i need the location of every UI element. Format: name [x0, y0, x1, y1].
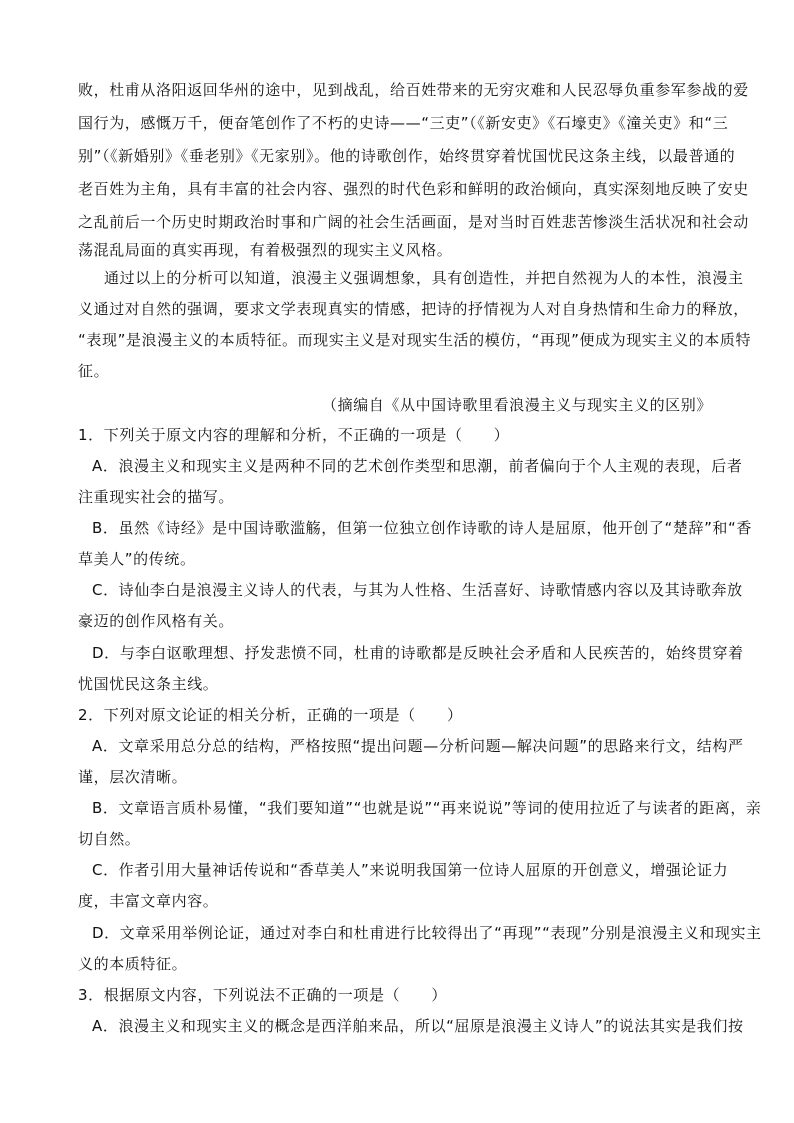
question-stem: 2．下列对原文论证的相关分析，正确的一项是（ ） [78, 706, 463, 724]
option-line: 度，丰富文章内容。 [78, 892, 219, 910]
passage-line: 征。 [78, 362, 110, 380]
option-line: B．虽然《诗经》是中国诗歌滥觞，但第一位独立创作诗歌的诗人是屈原，他开创了“楚辞”和“香 [92, 519, 753, 537]
passage-line: “表现”是浪漫主义的本质特征。而现实主义是对现实生活的模仿，“再现”便成为现实主义的本质特 [78, 331, 752, 349]
option-line: A．浪漫主义和现实主义是两种不同的艺术创作类型和思潮，前者偏向于个人主观的表现，后者 [92, 457, 743, 475]
passage-line: 义通过对自然的强调，要求文学表现真实的情感，把诗的抒情视为人对自身热情和生命力的释放， [78, 300, 749, 318]
question-stem: 3．根据原文内容，下列说法不正确的一项是（ ） [78, 986, 447, 1004]
option-line: C．诗仙李白是浪漫主义诗人的代表，与其为人性格、生活喜好、诗歌情感内容以及其诗歌奔放 [92, 581, 743, 599]
passage-line: 之乱前后一个历史时期政治时事和广阔的社会生活画面，是对当时百姓悲苦惨淡生活状况和社会动 [78, 213, 749, 231]
passage-line: 荡混乱局面的真实再现，有着极强烈的现实主义风格。 [78, 241, 453, 259]
option-line: A．浪漫主义和现实主义的概念是西洋舶来品，所以“屈原是浪漫主义诗人”的说法其实是我们按 [92, 1017, 744, 1035]
passage-line: 通过以上的分析可以知道，浪漫主义强调想象，具有创造性，并把自然视为人的本性，浪漫主 [104, 269, 744, 287]
option-line: 注重现实社会的描写。 [78, 488, 235, 506]
option-line: D．与李白讴歌理想、抒发悲愤不同，杜甫的诗歌都是反映社会矛盾和人民疾苦的，始终贯穿着 [92, 644, 744, 662]
option-line: 忧国忧民这条主线。 [78, 675, 219, 693]
passage-line: 败，杜甫从洛阳返回华州的途中，见到战乱，给百姓带来的无穷灾难和人民忍辱负重参军参战的爱 [78, 81, 749, 99]
option-line: 谨，层次清晰。 [78, 768, 188, 786]
option-line: 豪迈的创作风格有关。 [78, 612, 235, 630]
passage-line: 国行为，感慨万千，便奋笔创作了不朽的史诗——“三吏”（《新安吏》《石壕吏》《潼关吏》和“三 [78, 114, 729, 132]
passage-line: 别”（《新婚别》《垂老别》《无家别》。他的诗歌创作，始终贯穿着忧国忧民这条主线，以最普通的 [78, 147, 736, 165]
option-line: 义的本质特征。 [78, 955, 188, 973]
option-line: B．文章语言质朴易懂，“我们要知道”“也就是说”“再来说说”等词的使用拉近了与读者的距离，亲 [92, 799, 762, 817]
option-line: C．作者引用大量神话传说和“香草美人”来说明我国第一位诗人屈原的开创意义，增强论证力 [92, 861, 729, 879]
option-line: D．文章采用举例论证，通过对李白和杜甫进行比较得出了“再现”“表现”分别是浪漫主义和现实主 [92, 924, 762, 942]
passage-source: （摘编自《从中国诗歌里看浪漫主义与现实主义的区别》 [321, 396, 712, 414]
option-line: A．文章采用总分总的结构，严格按照“提出问题—分析问题—解决问题”的思路来行文，结构严 [92, 737, 744, 755]
option-line: 切自然。 [78, 830, 141, 848]
option-line: 草美人”的传统。 [78, 550, 196, 568]
passage-line: 老百姓为主角，具有丰富的社会内容、强烈的时代色彩和鲜明的政治倾向，真实深刻地反映了安史 [78, 180, 749, 198]
question-stem: 1．下列关于原文内容的理解和分析，不正确的一项是（ ） [78, 426, 510, 444]
